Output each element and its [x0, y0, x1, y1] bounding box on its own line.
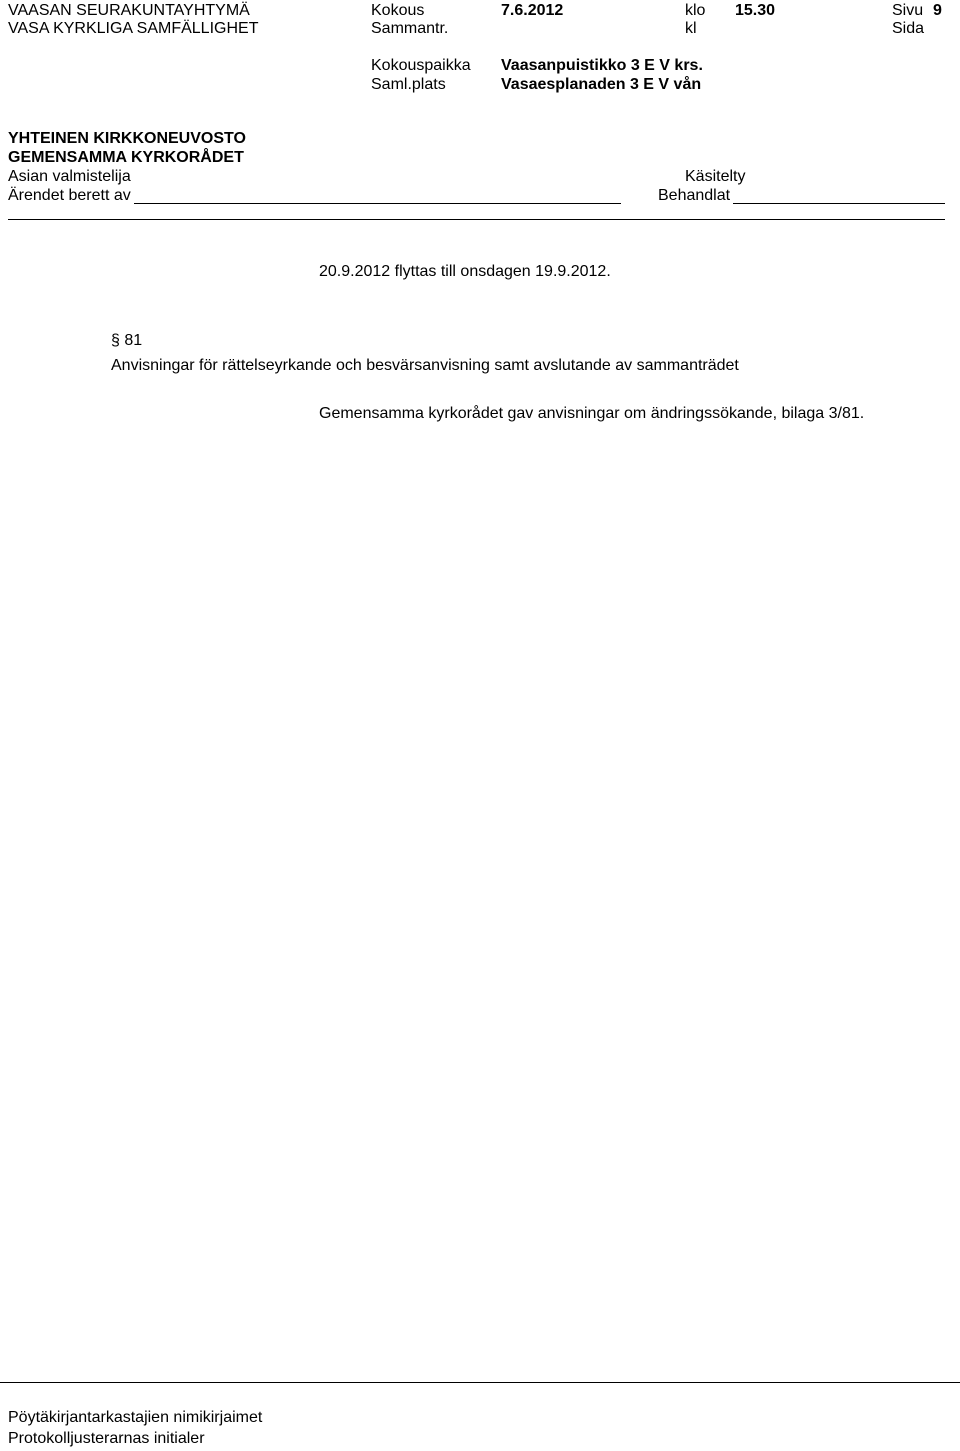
- footer-initials-fi: Pöytäkirjantarkastajien nimikirjaimet: [8, 1409, 263, 1426]
- prepared-by-label-sv: Ärendet berett av: [8, 187, 131, 204]
- section-paragraph: Gemensamma kyrkorådet gav anvisningar om ändringssökande, bilaga 3/81.: [319, 405, 865, 422]
- org-name-sv: VASA KYRKLIGA SAMFÄLLIGHET: [8, 20, 259, 37]
- section-number: § 81: [111, 332, 143, 349]
- council-title-fi: YHTEINEN KIRKKONEUVOSTO: [8, 130, 246, 147]
- prepared-by-underline: [134, 203, 621, 204]
- time-label-fi: klo: [685, 2, 706, 19]
- footer-rule: [0, 1382, 960, 1383]
- postponement-note: 20.9.2012 flyttas till onsdagen 19.9.2012.: [319, 263, 611, 280]
- prepared-by-label-fi: Asian valmistelija: [8, 168, 131, 185]
- header-separator: [8, 219, 945, 220]
- meeting-date: 7.6.2012: [501, 2, 564, 19]
- place-label-sv: Saml.plats: [371, 76, 446, 93]
- meeting-label-sv: Sammantr.: [371, 20, 449, 37]
- council-title-sv: GEMENSAMMA KYRKORÅDET: [8, 149, 244, 166]
- meeting-label-fi: Kokous: [371, 2, 425, 19]
- time-value: 15.30: [735, 2, 776, 19]
- place-value-sv: Vasaesplanaden 3 E V vån: [501, 76, 702, 93]
- section-title: Anvisningar för rättelseyrkande och besvärsanvisning samt avslutande av sammanträdet: [111, 357, 739, 374]
- page-label-sv: Sida: [892, 20, 925, 37]
- place-label-fi: Kokouspaikka: [371, 57, 471, 74]
- handled-label-fi: Käsitelty: [685, 168, 746, 185]
- time-label-sv: kl: [685, 20, 697, 37]
- page-number: 9: [933, 2, 942, 19]
- org-name-fi: VAASAN SEURAKUNTAYHTYMÄ: [8, 2, 250, 19]
- handled-underline: [733, 203, 945, 204]
- page-label-fi: Sivu: [892, 2, 924, 19]
- handled-label-sv: Behandlat: [658, 187, 731, 204]
- place-value-fi: Vaasanpuistikko 3 E V krs.: [501, 57, 703, 74]
- footer-initials-sv: Protokolljusterarnas initialer: [8, 1430, 205, 1447]
